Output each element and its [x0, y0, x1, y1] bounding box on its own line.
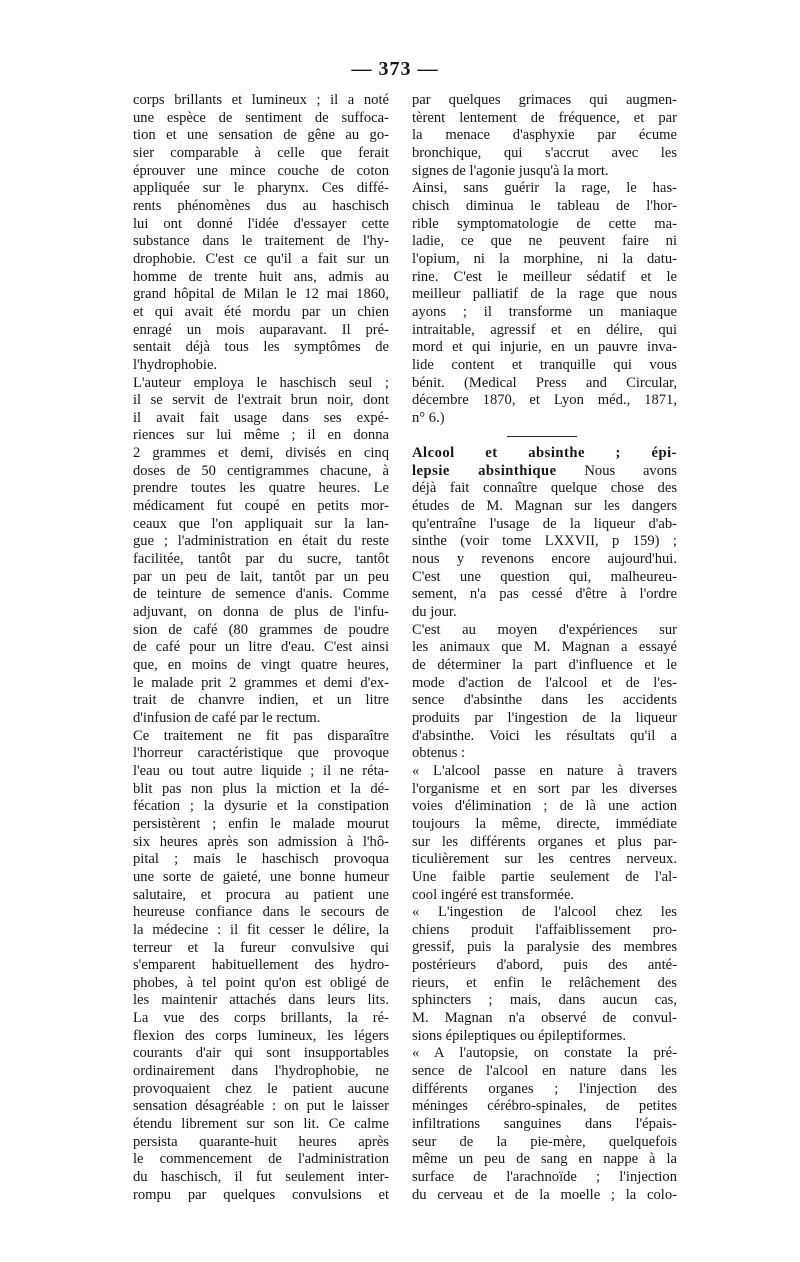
- text-line: sphincters ; mais, dans aucun cas,: [412, 992, 677, 1009]
- text-line: substance dans le traitement de l'hy-: [133, 233, 389, 250]
- text-line: d'absinthe. Voici les résultats qu'il a: [412, 727, 677, 744]
- text-line: obtenus :: [412, 745, 466, 762]
- section-heading-continued: [412, 463, 677, 481]
- text-line: mord et qui injurie, en un pauvre inva-: [412, 339, 677, 356]
- text-line: appliquée sur le pharynx. Ces diffé-: [133, 180, 389, 197]
- text-line: courants d'air qui sont insupportables: [133, 1045, 389, 1062]
- text-line: méninges cérébro-spinales, de petites: [412, 1098, 677, 1115]
- text-line: Ainsi, sans guérir la rage, le has-: [412, 180, 677, 197]
- text-line: « A l'autopsie, on constate la pré-: [412, 1045, 677, 1062]
- text-line: décembre 1870, et Lyon méd., 1871,: [412, 392, 677, 409]
- text-line: surface de l'arachnoïde ; l'injection: [412, 1169, 677, 1186]
- text-line: M. Magnan n'a observé de convul-: [412, 1010, 677, 1027]
- text-line: une sorte de gaieté, une bonne humeur: [133, 868, 389, 885]
- text-line: la médecine : il fit cesser le délire, la: [133, 921, 389, 938]
- text-line: le malade prit 2 grammes et demi d'ex-: [133, 674, 389, 691]
- text-line: voies d'élimination ; de là une action: [412, 798, 677, 815]
- text-line: bénit. (Medical Press and Circular,: [412, 374, 677, 391]
- text-line: pital ; mais le haschisch provoqua: [133, 851, 389, 868]
- text-line: C'est au moyen d'expériences sur: [412, 621, 677, 638]
- text-line: les animaux que M. Magnan a essayé: [412, 639, 677, 656]
- text-line: Une faible partie seulement de l'al-: [412, 868, 677, 885]
- text-line: rieurs, et enfin le relâchement des: [412, 974, 677, 991]
- text-line: prendre toutes les quatre heures. Le: [133, 480, 389, 497]
- text-line: ceaux que l'on appliquait sur la lan-: [133, 515, 389, 532]
- text-line: sensation désagréable : on put le laisser: [133, 1098, 389, 1115]
- text-line: même un peu de sang en nappe à la: [412, 1151, 677, 1168]
- text-line: intraitable, agressif et en délire, qui: [412, 321, 677, 338]
- text-line: du haschisch, il fut seulement inter-: [133, 1169, 389, 1186]
- text-line: sentait déjà tous les symptômes de: [133, 339, 389, 356]
- text-line: ordinairement dans l'hydrophobie, ne: [133, 1063, 389, 1080]
- text-line: toujours la même, directe, immédiate: [412, 815, 677, 832]
- text-line: enragé un mois auparavant. Il pré-: [133, 321, 389, 338]
- text-line: homme de trente huit ans, admis au: [133, 268, 389, 285]
- text-line: persistèrent ; enfin le malade mourut: [133, 815, 389, 832]
- text-line: la menace d'asphyxie par écume: [412, 127, 677, 144]
- text-line: ladie, ce que ne peuvent faire ni: [412, 233, 677, 250]
- text-line: terreur et la fureur convulsive qui: [133, 939, 389, 956]
- text-line: rine. C'est le meilleur sédatif et le: [412, 268, 677, 285]
- text-line: sur les différents organes et plus par-: [412, 833, 677, 850]
- text-line: Ce traitement ne fit pas disparaître: [133, 727, 389, 744]
- text-line: et qui avait été mordu par un chien: [133, 303, 389, 320]
- text-line: de déterminer la part d'influence et le: [412, 656, 677, 673]
- text-line: par quelques grimaces qui augmen-: [412, 92, 677, 108]
- text-line: ayons ; il transforme un maniaque: [412, 303, 677, 320]
- text-line: n° 6.): [412, 409, 445, 426]
- text-line: postérieurs d'abord, puis des anté-: [412, 957, 677, 974]
- text-line: sinthe (voir tome LXXVII, p 159) ;: [412, 533, 677, 550]
- text-line: rible symptomatologie de cette ma-: [412, 215, 677, 232]
- text-line: de café pour un litre d'eau. C'est ainsi: [133, 639, 389, 656]
- left-column: [133, 92, 389, 1204]
- text-line: sement, n'a pas cessé d'être à l'ordre: [412, 586, 677, 603]
- text-line: l'hydrophobie.: [133, 356, 218, 373]
- text-line: les maintenir attachés dans leurs lits.: [133, 992, 389, 1009]
- text-line: provoquaient chez le patient aucune: [133, 1080, 389, 1097]
- section-heading-text-part: Nous avons: [556, 462, 677, 479]
- text-line: L'auteur employa le haschisch seul ;: [133, 374, 389, 391]
- text-line: sions épileptiques ou épileptiformes.: [412, 1027, 627, 1044]
- text-line: il se servit de l'extrait brun noir, dont: [133, 392, 389, 409]
- text-line: chiens produit l'affaiblissement pro-: [412, 921, 677, 938]
- text-line: grand hôpital de Milan le 12 mai 1860,: [133, 286, 389, 303]
- text-line: il avait fait usage dans ses expé-: [133, 409, 389, 426]
- text-line: études de M. Magnan sur les dangers: [412, 498, 677, 515]
- text-line: drophobie. C'est ce qu'il a fait sur un: [133, 250, 389, 267]
- section-heading: Alcool et absinthe ; épi-: [412, 445, 677, 462]
- text-line: l'eau ou tout autre liquide ; il ne réta-: [133, 762, 389, 779]
- text-line: étendu librement sur son lit. Ce calme: [133, 1116, 389, 1133]
- text-line: adjuvant, on donna de plus de l'infu-: [133, 604, 389, 621]
- text-line: corps brillants et lumineux ; il a noté: [133, 92, 389, 108]
- text-line: bronchique, qui s'accrut avec les: [412, 144, 677, 161]
- right-column: [412, 92, 677, 1204]
- text-line: « L'ingestion de l'alcool chez les: [412, 904, 677, 921]
- text-line: déjà fait connaître quelque chose des: [412, 480, 677, 497]
- text-line: heureuse confiance dans le secours de: [133, 904, 389, 921]
- text-line: éprouver une mince couche de coton: [133, 162, 389, 179]
- text-line: le commencement de l'administration: [133, 1151, 389, 1168]
- text-line: six heures après son admission à l'hô-: [133, 833, 389, 850]
- text-line: chisch diminua le tableau de l'hor-: [412, 197, 677, 214]
- text-line: l'organisme et en sort par les diverses: [412, 780, 677, 797]
- text-line: salutaire, et procura au patient une: [133, 886, 389, 903]
- text-line: seur de la pie-mère, quelquefois: [412, 1133, 677, 1150]
- text-line: sier comparable à celle que ferait: [133, 144, 389, 161]
- text-line: lui ont donné l'idée d'essayer cette: [133, 215, 389, 232]
- text-line: une espèce de sentiment de suffoca-: [133, 109, 389, 126]
- text-line: par un peu de lait, tantôt par un peu: [133, 568, 389, 585]
- text-line: ticulièrement sur les centres nerveux.: [412, 851, 677, 868]
- text-line: sence d'absinthe dans les accidents: [412, 692, 677, 709]
- right-column-paragraphs-top: [412, 92, 677, 427]
- text-line: gressif, puis la paralysie des membres: [412, 939, 677, 956]
- text-line: sion de café (80 grammes de poudre: [133, 621, 389, 638]
- text-line: tèrent lentement de fréquence, et par: [412, 109, 677, 126]
- text-line: signes de l'agonie jusqu'à la mort.: [412, 162, 609, 179]
- text-line: d'infusion de café par le rectum.: [133, 709, 321, 726]
- text-line: lide content et tranquille qui vous: [412, 356, 677, 373]
- text-line: 2 grammes et demi, divisés en cinq: [133, 445, 389, 462]
- text-line: phobes, à tel point qu'on est obligé de: [133, 974, 389, 991]
- text-line: trait de chanvre indien, et un litre: [133, 692, 389, 709]
- text-line: qu'entraîne l'usage de la liqueur d'ab-: [412, 515, 677, 532]
- text-line: rompu par quelques convulsions et: [133, 1186, 389, 1203]
- section-heading-bold-part: lepsie absinthique: [412, 462, 557, 479]
- text-line: sence de l'alcool en nature dans les: [412, 1063, 677, 1080]
- text-line: médicament fut coupé en petits mor-: [133, 498, 389, 515]
- text-line: fécation ; la dysurie et la constipation: [133, 798, 389, 815]
- text-line: s'emparent habituellement des hydro-: [133, 957, 389, 974]
- text-line: du jour.: [412, 604, 457, 621]
- text-line: persista quarante-huit heures après: [133, 1133, 389, 1150]
- text-line: La vue des corps brillants, la ré-: [133, 1010, 389, 1027]
- text-line: gue ; l'administration en était du reste: [133, 533, 389, 550]
- page-number: — 373 —: [351, 58, 439, 80]
- text-line: mode d'action de l'alcool et de l'es-: [412, 674, 677, 691]
- section-separator-rule: [412, 427, 677, 445]
- text-line: « L'alcool passe en nature à travers: [412, 762, 677, 779]
- text-line: C'est une question qui, malheureu-: [412, 568, 677, 585]
- text-line: l'horreur caractéristique que provoque: [133, 745, 389, 762]
- text-line: que, en moins de vingt quatre heures,: [133, 657, 389, 673]
- text-line: doses de 50 centigrammes chacune, à: [133, 462, 389, 479]
- text-line: cool ingéré est transformée.: [412, 886, 575, 903]
- text-line: nous y revenons encore aujourd'hui.: [412, 551, 677, 568]
- text-line: meilleur palliatif de la rage que nous: [412, 286, 677, 303]
- text-line: tion et une sensation de gêne au go-: [133, 127, 389, 144]
- text-line: blit pas non plus la miction et la dé-: [133, 780, 389, 797]
- text-line: l'opium, ni la morphine, ni la datu-: [412, 250, 677, 267]
- text-line: riences sur lui même ; il en donna: [133, 427, 389, 444]
- right-column-paragraphs-bottom: [412, 480, 677, 1204]
- text-line: rents phénomènes dus au haschisch: [133, 197, 389, 214]
- text-line: infiltrations sanguines dans l'épais-: [412, 1116, 677, 1133]
- text-line: flexion des corps lumineux, les légers: [133, 1027, 389, 1044]
- text-line: différents organes ; l'injection des: [412, 1080, 677, 1097]
- text-line: produits par l'ingestion de la liqueur: [412, 709, 677, 726]
- text-line: de teinture de semence d'anis. Comme: [133, 586, 389, 603]
- text-line: du cerveau et de la moelle ; la colo-: [412, 1186, 677, 1203]
- text-line: facilitée, tantôt par du sucre, tantôt: [133, 551, 389, 568]
